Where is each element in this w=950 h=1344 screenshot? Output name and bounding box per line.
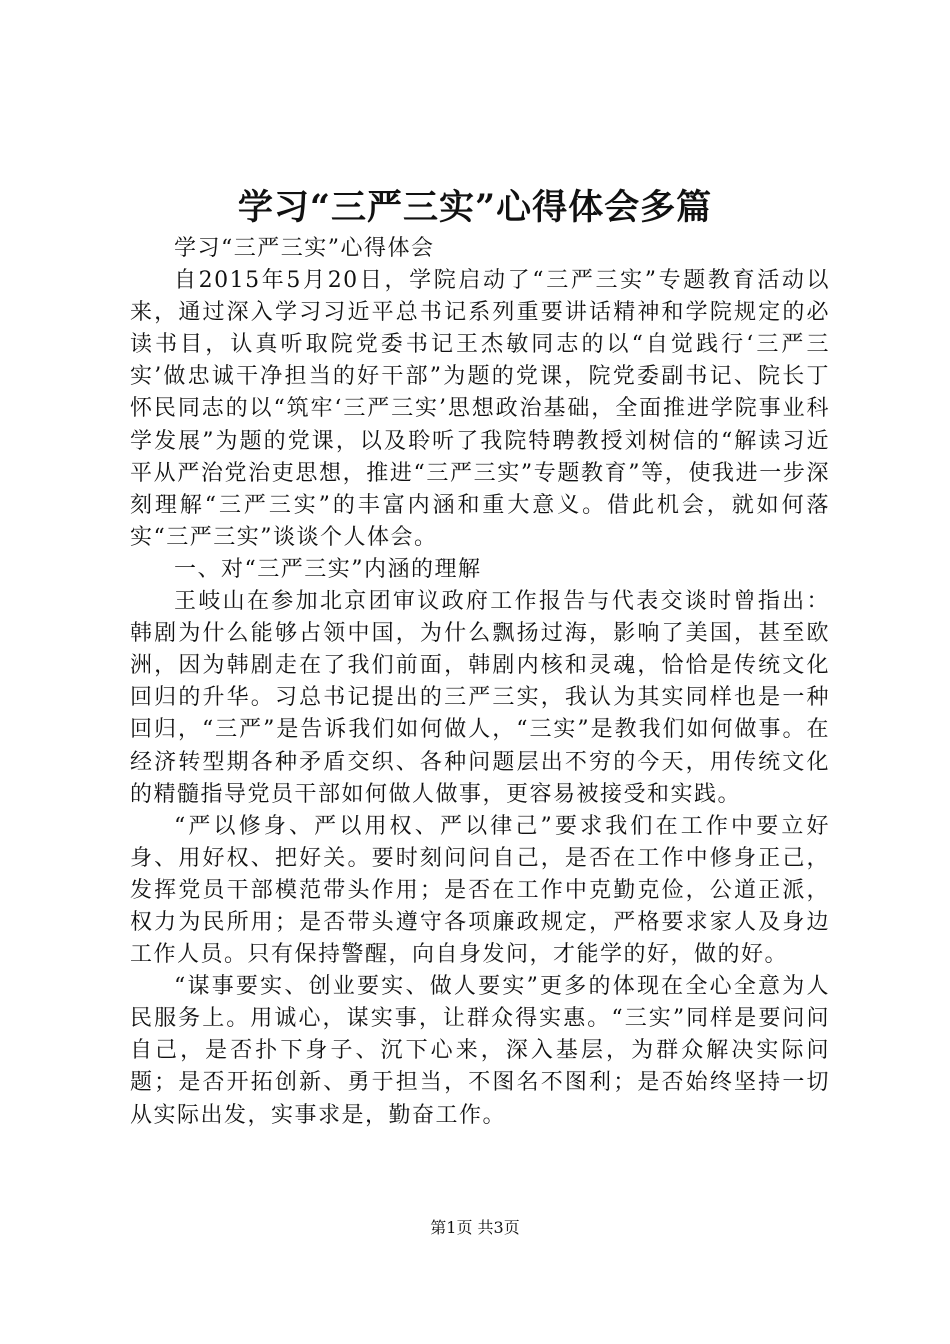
document-title: 学习“三严三实”心得体会多篇 xyxy=(237,187,713,228)
page-number-footer: 第1页 共3页 xyxy=(430,1218,520,1237)
body-paragraph: “谋事要实、创业要实、做人要实”更多的体现在全心全意为人民服务上。用诚心，谋实事，让群众得实惠。“三实”同样是要问问自己，是否扑下身子、沉下心来，深入基层，为群众解决实际问题；是否开拓创新、勇于担当，不图名不图利；是否始终坚持一切从实际出发，实事求是，勤奋工作。 xyxy=(130,974,830,1128)
body-paragraph: “严以修身、严以用权、严以律己”要求我们在工作中要立好身、用好权、把好关。要时刻问问自己，是否在工作中修身正己，发挥党员干部模范带头作用；是否在工作中克勤克俭，公道正派，权力为民所用；是否带头遵守各项廉政规定，严格要求家人及身边工作人员。只有保持警醒，向自身发问，才能学的好，做的好。 xyxy=(130,813,830,968)
document-body xyxy=(130,233,830,1132)
section-heading: 一、对“三严三实”内涵的理解 xyxy=(174,556,482,582)
subtitle-paragraph: 学习“三严三实”心得体会 xyxy=(174,236,435,261)
body-paragraph: 王岐山在参加北京团审议政府工作报告与代表交谈时曾指出：韩剧为什么能够占领中国，为什么飘扬过海，影响了美国，甚至欧洲，因为韩剧走在了我们前面，韩剧内核和灵魂，恰恰是传统文化回归的升华。习总书记提出的三严三实，我认为其实同样也是一种回归，“三严”是告诉我们如何做人，“三实”是教我们如何做事。在经济转型期各种矛盾交织、各种问题层出不穷的今天，用传统文化的精髓指导党员干部如何做人做事，更容易被接受和实践。 xyxy=(130,589,830,807)
intro-paragraph: 自2015年5月20日，学院启动了“三严三实”专题教育活动以来，通过深入学习习近平总书记系列重要讲话精神和学院规定的必读书目，认真听取院党委书记王杰敏同志的以“自觉践行‘三严三实’做忠诚干净担当的好干部”为题的党课，院党委副书记、院长丁怀民同志的以“筑牢‘三严三实’思想政治基础，全面推进学院事业科学发展”为题的党课，以及聆听了我院特聘教授刘树信的“解读习近平从严治党治吏思想，推进“三严三实”专题教育”等，使我进一步深刻理解“三严三实”的丰富内涵和重大意义。借此机会，就如何落实“三严三实”谈谈个人体会。 xyxy=(130,268,830,550)
